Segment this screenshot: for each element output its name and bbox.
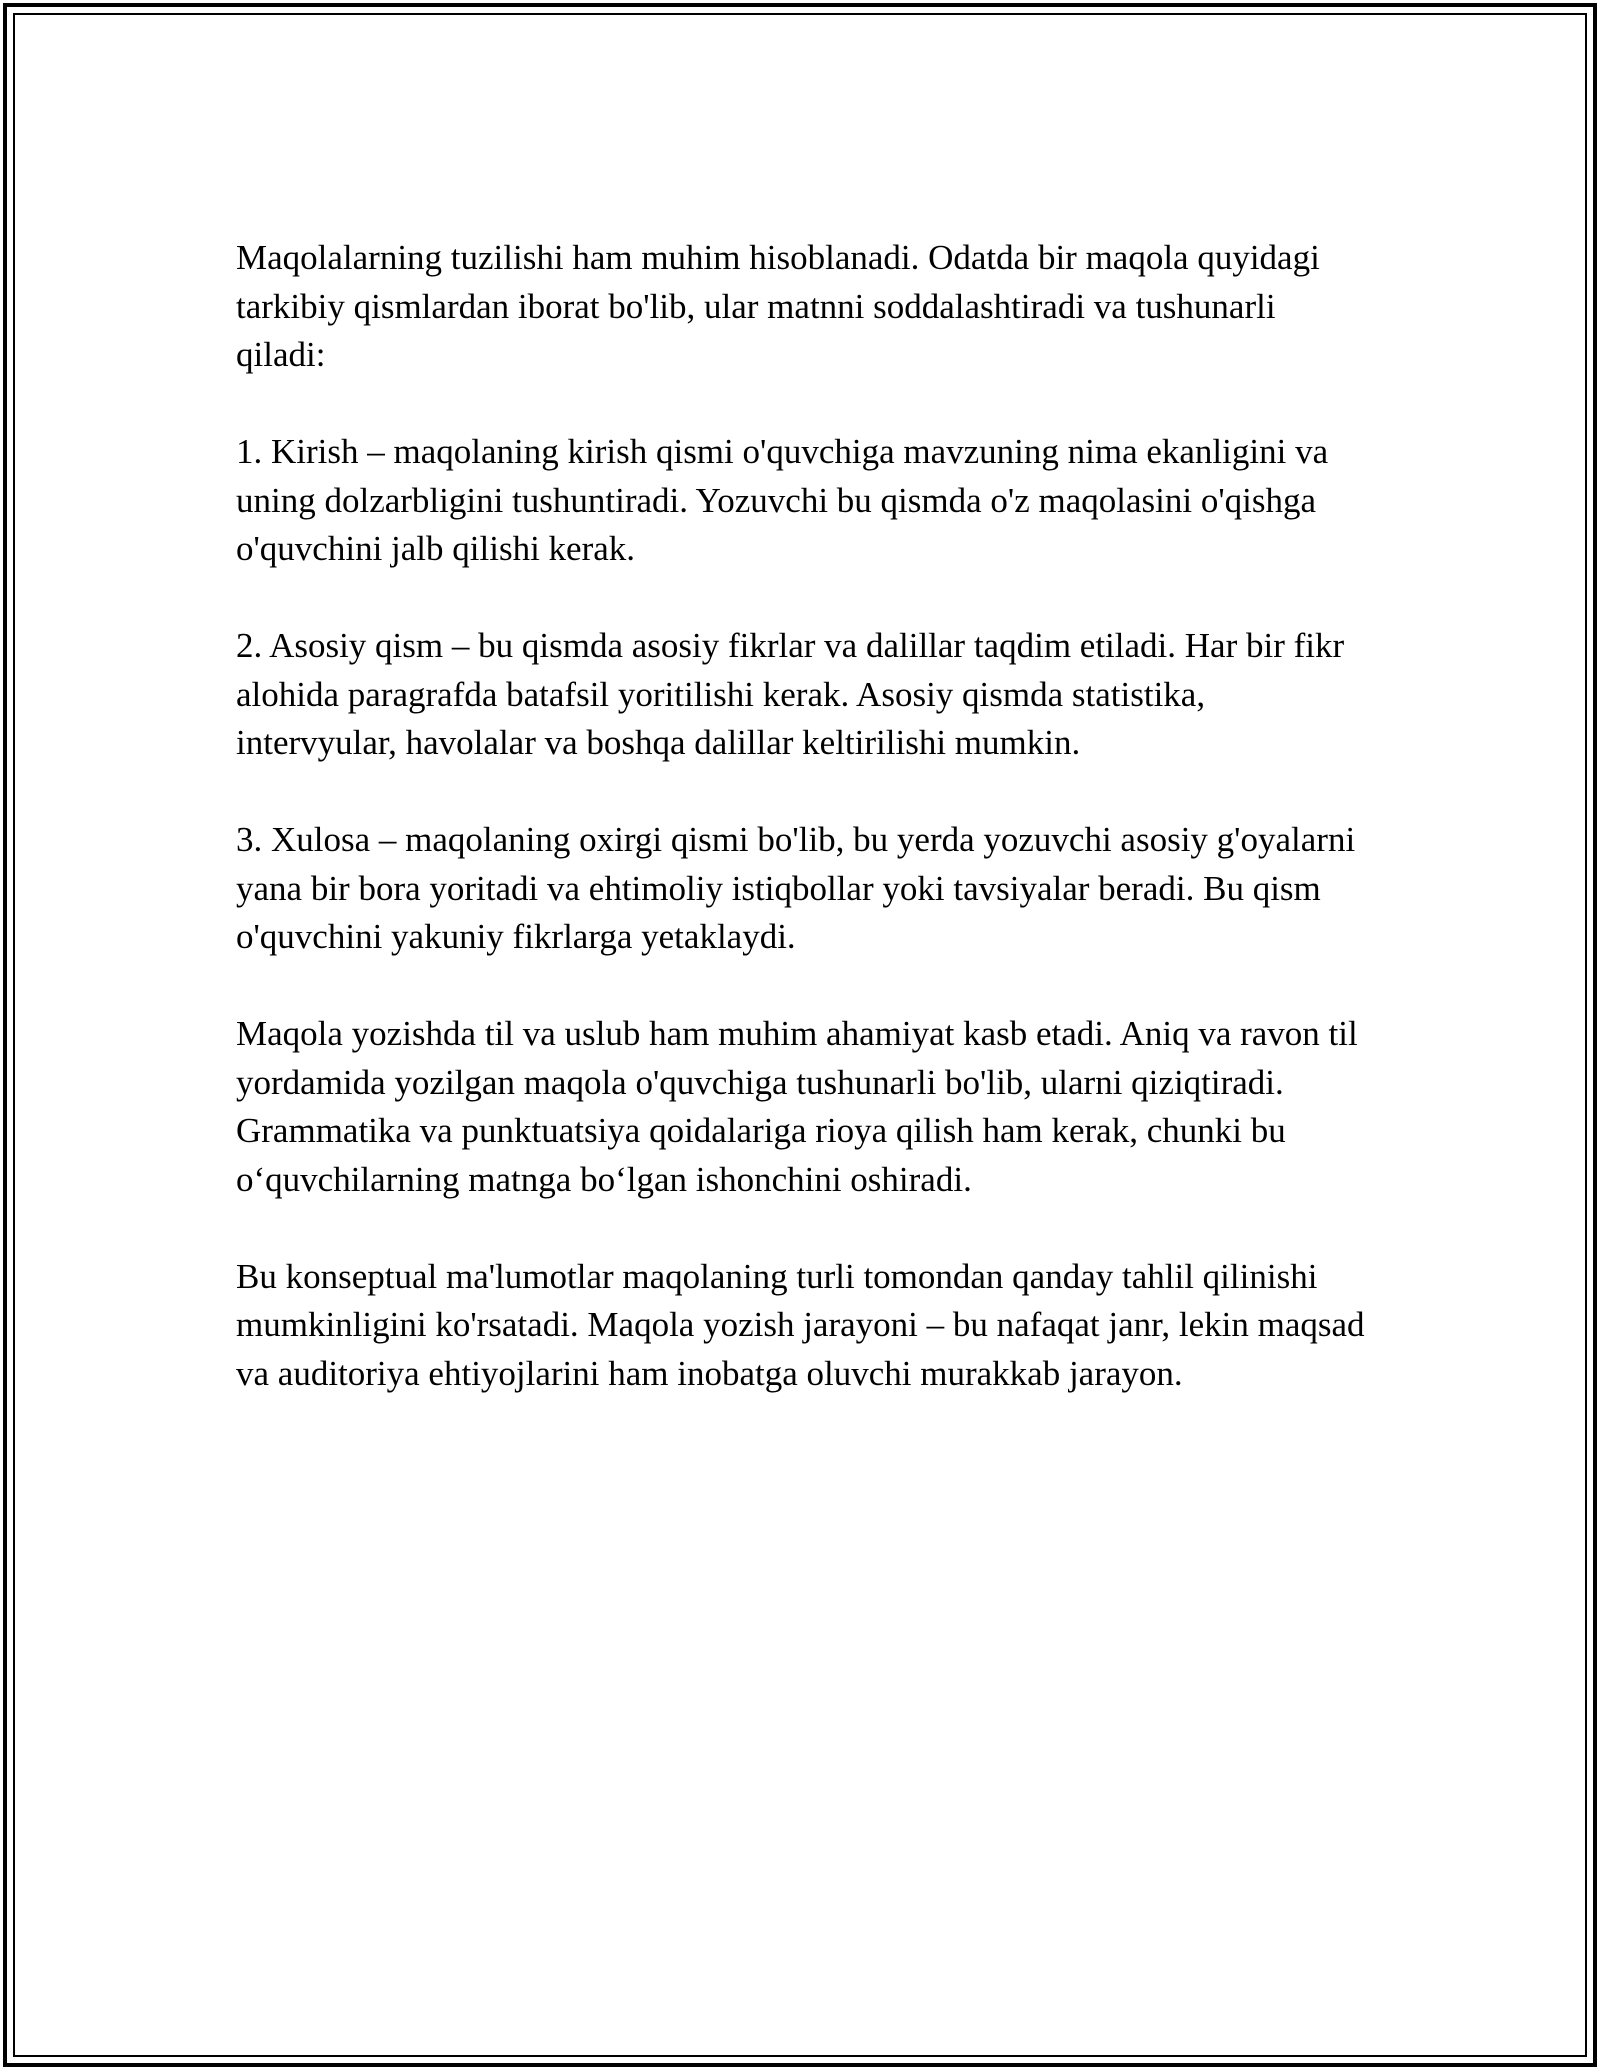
document-body bbox=[236, 234, 1366, 1447]
paragraph-asosiy-qism: 2. Asosiy qism – bu qismda asosiy fikrlar va dalillar taqdim etiladi. Har bir fikr alohida paragrafda batafsil yoritilishi kerak. Asosiy qismda statistika, intervyular, havolalar va boshqa dalillar keltirilishi mumkin. bbox=[236, 626, 1345, 762]
paragraph-kirish: 1. Kirish – maqolaning kirish qismi o'quvchiga mavzuning nima ekanligini va uning dolzarbligini tushuntiradi. Yozuvchi bu qismda o'z maqolasini o'qishga o'quvchini jalb qilishi kerak. bbox=[236, 432, 1329, 568]
paragraph-intro: Maqolalarning tuzilishi ham muhim hisoblanadi. Odatda bir maqola quyidagi tarkibiy qismlardan iborat bo'lib, ular matnni soddalashtiradi va tushunarli qiladi: bbox=[236, 238, 1320, 374]
paragraph-conclusion: Bu konseptual ma'lumotlar maqolaning turli tomondan qanday tahlil qilinishi mumkinligini ko'rsatadi. Maqola yozish jarayoni – bu nafaqat janr, lekin maqsad va auditoriya ehtiyojlarini ham inobatga oluvchi murakkab jarayon. bbox=[236, 1256, 1365, 1393]
paragraph-til-va-uslub: Maqola yozishda til va uslub ham muhim ahamiyat kasb etadi. Aniq va ravon til yordamida yozilgan maqola o'quvchiga tushunarli bo'lib, ularni qiziqtiradi. Grammatika va punktuatsiya qoidalariga rioya qilish ham kerak, chunki bu o‘quvchilarning matnga bo‘lgan ishonchini oshiradi. bbox=[236, 1014, 1358, 1199]
paragraph-xulosa: 3. Xulosa – maqolaning oxirgi qismi bo'lib, bu yerda yozuvchi asosiy g'oyalarni yana bir bora yoritadi va ehtimoliy istiqbollar yoki tavsiyalar beradi. Bu qism o'quvchini yakuniy fikrlarga yetaklaydi. bbox=[236, 820, 1356, 956]
